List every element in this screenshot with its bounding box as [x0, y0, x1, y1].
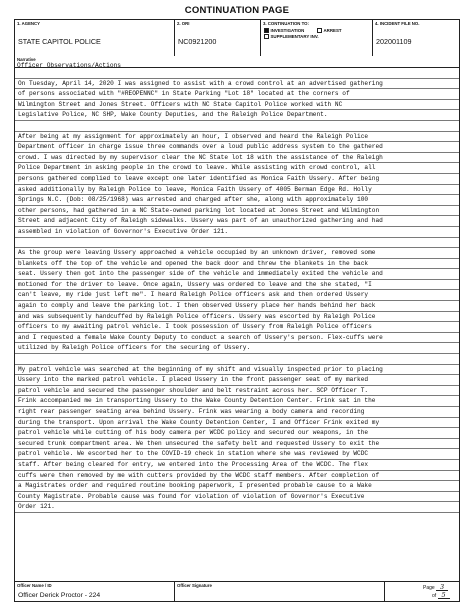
- narrative-line: assembled in violation of Governor's Executive Order 121.: [15, 227, 459, 238]
- narrative-line: [15, 68, 459, 79]
- narrative-line: right rear passenger seating area behind Ussery. Frink was wearing a body camera and recording: [15, 407, 459, 418]
- page-total: [432, 592, 450, 599]
- form-header: [15, 20, 459, 68]
- narrative-line: Police Department in asking people in the crowd to leave. While assisting with crowd control, all: [15, 163, 459, 174]
- narrative-line: and was subsequently handcuffed by Raleigh Police officers. Ussery was escorted by Raleigh Police: [15, 312, 459, 323]
- narrative-line: Springs N.C. (Dob: 08/25/1968) was arrested and charged after she, along with approximately 100: [15, 195, 459, 206]
- page-total-value: 5: [438, 592, 450, 599]
- narrative-line: blankets off the top of the vehicle and opened the back door and threw the blankets in the back: [15, 259, 459, 270]
- arrest-checkbox[interactable]: [317, 28, 342, 33]
- checkbox-empty-icon: [264, 34, 269, 39]
- investigation-label: INVESTIGATION: [270, 28, 305, 33]
- narrative-line: crowd. I was directed by my supervisor clear the NC State lot 18 with the assistance of the Raleigh: [15, 153, 459, 164]
- continuation-form: [14, 19, 460, 602]
- narrative-line: of persons associated with "#REOPENNC" in State Parking "Lot 18" located at the corners of: [15, 89, 459, 100]
- incident-label: 4. INCIDENT FILE NO.: [375, 21, 420, 26]
- narrative-subtitle: Officer Observations/Actions: [17, 62, 121, 69]
- page-prefix: Page: [423, 585, 435, 591]
- continuation-cell: [261, 20, 373, 56]
- page-cell: [385, 582, 459, 601]
- form-footer: [15, 581, 459, 601]
- ori-cell: [175, 20, 261, 56]
- narrative-line: and I requested a female Wake County Deputy to conduct a search of Ussery's person. Flex-cuffs were: [15, 333, 459, 344]
- page-of-label: of: [432, 593, 437, 599]
- officer-value: Officer Derick Proctor - 224: [18, 592, 101, 599]
- officer-label: Officer Name / ID: [17, 583, 52, 588]
- narrative-line: Street and adjacent City of Raleigh sidewalks. Ussery was part of an unauthorized gathering and had: [15, 216, 459, 227]
- narrative-line: cuffs were then removed by me with cutters provided by the WCDC staff members. After completion of: [15, 471, 459, 482]
- narrative-line: patrol vehicle while cutting of his body camera per WCDC policy and secured our weapons, in the: [15, 428, 459, 439]
- checkbox-empty-icon: [317, 28, 322, 33]
- narrative-line: again to comply and leave the parking lot. I then observed Ussery place her hands behind her back: [15, 301, 459, 312]
- narrative-line: Frink accompanied me in transporting Ussery to the Wake County Detention Center. Frink sat in the: [15, 396, 459, 407]
- narrative-line: a Magistrates order and required routine booking paperwork, I presented probable cause to a Wake: [15, 481, 459, 492]
- narrative-line: staff. After being cleared for entry, we entered into the Processing Area of the WCDC. The flex: [15, 460, 459, 471]
- supplementary-label: SUPPLEMENTARY INV.: [270, 34, 319, 39]
- narrative-line: persons gathered complied to leave except one later identified as Monica Faith Ussery. After being: [15, 174, 459, 185]
- ori-value: NC0921200: [178, 37, 217, 46]
- continuation-label: 3. CONTINUATION TO:: [263, 21, 309, 26]
- narrative-line: [15, 354, 459, 365]
- narrative-line: [15, 238, 459, 249]
- narrative-line: during the transport. Upon arrival the Wake County Detention Center, I and Officer Frink exited my: [15, 418, 459, 429]
- narrative-line: As the group were leaving Ussery approached a vehicle occupied by an unknown driver, removed some: [15, 248, 459, 259]
- narrative-line: motioned for the driver to leave. Once again, Ussery was ordered to leave and the she stated, "I: [15, 280, 459, 291]
- narrative-line: After being at my assignment for approximately an hour, I observed and heard the Raleigh Police: [15, 132, 459, 143]
- narrative-line: patrol vehicle. We escorted her to the COVID-19 check in station where she was reviewed by WCDC: [15, 449, 459, 460]
- narrative-line: secured trunk compartment area. We then unsecured the safety belt and requested Ussery to exit the: [15, 439, 459, 450]
- narrative-line: [15, 121, 459, 132]
- narrative-line: Order 121.: [15, 502, 459, 513]
- agency-label: 1. AGENCY: [17, 21, 41, 26]
- incident-cell: [373, 20, 459, 56]
- narrative-line: other persons, had gathered in a NC State-owned parking lot located at Jones Street and Wilmington: [15, 206, 459, 217]
- narrative-line: officers to my awaiting patrol vehicle. I took possession of Ussery from Raleigh Police officers: [15, 322, 459, 333]
- narrative-line: can't leave, my ride just left me". I heard Raleigh Police officers ask and then ordered Ussery: [15, 290, 459, 301]
- incident-value: 202001109: [376, 37, 412, 46]
- narrative-line: On Tuesday, April 14, 2020 I was assigned to assist with a crowd control at an advertised gathering: [15, 79, 459, 90]
- agency-cell: [15, 20, 175, 56]
- narrative-line: patrol vehicle and secured the passenger shoulder and belt restraint across her. SCP Officer T.: [15, 386, 459, 397]
- signature-label: Officer Signature: [177, 583, 212, 588]
- arrest-label: ARREST: [323, 28, 342, 33]
- narrative-line: My patrol vehicle was searched at the beginning of my shift and visually inspected prior to placing: [15, 365, 459, 376]
- narrative-line: asked additionally by Raleigh Police to leave, Monica Faith Ussery of 4005 Berman Edge Rd. Holly: [15, 185, 459, 196]
- narrative-lines: [15, 68, 459, 513]
- narrative-line: County Magistrate. Probable cause was found for violation of violation of Governor's Executive: [15, 492, 459, 503]
- narrative-line: Wilmington Street and Jones Street. Officers with NC State Capitol Police worked with NC: [15, 100, 459, 111]
- supplementary-checkbox[interactable]: [264, 34, 319, 39]
- narrative-label: Narrative: [17, 57, 36, 62]
- investigation-checkbox[interactable]: [264, 28, 304, 33]
- agency-value: STATE CAPITOL POLICE: [18, 37, 101, 46]
- ori-label: 2. ORI: [177, 21, 190, 26]
- page-number: [423, 584, 448, 591]
- narrative-line: seat. Ussery then got into the passenger side of the vehicle and immediately exited the vehicle and: [15, 269, 459, 280]
- page-current: 3: [436, 584, 448, 591]
- narrative-line: Department officer in charge issue three commands over a loud public address system to the gathered: [15, 142, 459, 153]
- signature-cell: [175, 582, 385, 601]
- narrative-line: Ussery into the marked patrol vehicle. I placed Ussery in the front passenger seat of my marked: [15, 375, 459, 386]
- page-title: CONTINUATION PAGE: [184, 5, 290, 16]
- narrative-line: Legislative Police, NC SHP, Wake County Deputies, and the Raleigh Police Department.: [15, 110, 459, 121]
- officer-cell: [15, 582, 175, 601]
- narrative-line: utilized by Raleigh Police officers for the securing of Ussery.: [15, 343, 459, 354]
- checkbox-checked-icon: [264, 28, 269, 33]
